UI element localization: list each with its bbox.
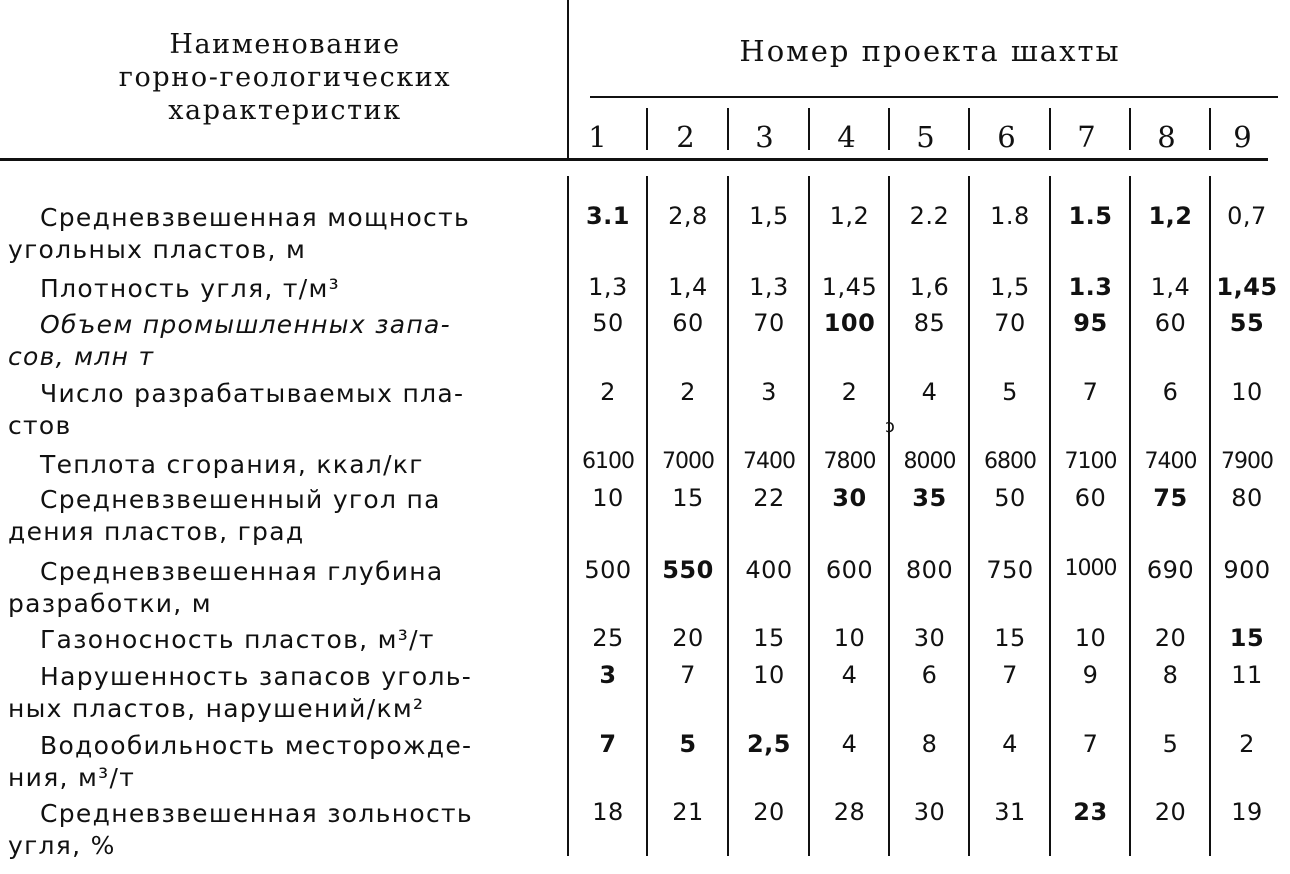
cell-row2-col1: 1,3: [588, 273, 628, 301]
cell-row10-col5: 8: [921, 730, 938, 758]
project-number-top-rule: [590, 96, 1278, 98]
project-number-5: 5: [916, 120, 936, 154]
cell-row5-col4: 7800: [823, 449, 876, 474]
cell-row11-col5: 30: [913, 798, 946, 826]
row-label-worked-seams: [8, 378, 538, 442]
cell-row1-col7: 1.5: [1068, 202, 1113, 230]
cell-row4-col8: 6: [1162, 378, 1179, 406]
cell-row10-col7: 7: [1082, 730, 1099, 758]
cell-row1-col1: 3.1: [585, 202, 630, 230]
cell-row3-col7: 95: [1073, 309, 1108, 337]
row-label-seam-gas-content: [8, 624, 538, 656]
cell-row3-col8: 60: [1154, 309, 1187, 337]
project-number-7: 7: [1077, 120, 1097, 154]
project-number-3: 3: [755, 120, 775, 154]
cell-row8-col7: 10: [1074, 624, 1107, 652]
cell-row2-col4: 1,45: [821, 273, 878, 301]
cell-row7-col8: 690: [1146, 556, 1195, 584]
cell-row7-col4: 600: [825, 556, 874, 584]
cell-row3-col5: 85: [913, 309, 946, 337]
cell-row3-col4: 100: [823, 309, 876, 337]
cell-row11-col4: 28: [833, 798, 866, 826]
body-column-divider: [567, 176, 569, 856]
cell-row4-col5: 4: [921, 378, 938, 406]
cell-row7-col7: 1000: [1064, 556, 1117, 581]
header-column-divider: [968, 108, 970, 150]
cell-row5-col5: 8000: [903, 449, 956, 474]
cell-row3-col6: 70: [994, 309, 1026, 337]
cell-row3-col3: 70: [753, 309, 785, 337]
cell-row8-col8: 20: [1154, 624, 1187, 652]
cell-row8-col4: 10: [833, 624, 866, 652]
row-label-mining-depth: [8, 556, 538, 620]
characteristics-title-line: горно-геологических: [118, 62, 452, 93]
cell-row4-col1: 2: [600, 378, 616, 406]
cell-row6-col4: 30: [832, 484, 867, 512]
cell-row6-col1: 10: [592, 484, 624, 512]
cell-row2-col6: 1,5: [990, 273, 1030, 301]
cell-row3-col2: 60: [672, 309, 704, 337]
row-label-reserve-disturbance: [8, 661, 538, 725]
row-label-line: Объем промышленных запа-: [40, 310, 451, 339]
row-label-line: Водообильность месторожде-: [40, 731, 473, 760]
cell-row7-col1: 500: [584, 556, 632, 584]
cell-row11-col1: 18: [592, 798, 624, 826]
cell-row11-col3: 20: [753, 798, 785, 826]
body-column-divider: [808, 176, 810, 856]
header-column-divider: [888, 108, 890, 150]
row-label-line: угольных пластов, м: [8, 235, 307, 264]
cell-row9-col4: 4: [841, 661, 858, 689]
cell-row2-col3: 1,3: [749, 273, 789, 301]
cell-row2-col9: 1,45: [1216, 273, 1278, 301]
cell-row5-col9: 7900: [1221, 449, 1273, 474]
cell-row10-col4: 4: [841, 730, 858, 758]
header-column-divider: [1049, 108, 1051, 150]
cell-row2-col7: 1.3: [1068, 273, 1113, 301]
header-column-divider: [1129, 108, 1131, 150]
project-number-2: 2: [676, 120, 696, 154]
project-number-4: 4: [837, 120, 857, 154]
header-bottom-rule: [0, 158, 1268, 161]
cell-row6-col9: 80: [1231, 484, 1263, 512]
project-number-8: 8: [1157, 120, 1177, 154]
cell-row10-col8: 5: [1162, 730, 1179, 758]
body-column-divider: [968, 176, 970, 856]
project-number-6: 6: [997, 120, 1017, 154]
row-label-line: разработки, м: [8, 589, 212, 618]
characteristics-title-line: Наименование: [169, 29, 401, 60]
cell-row7-col2: 550: [662, 556, 714, 584]
cell-row9-col5: 6: [921, 661, 938, 689]
header-column-divider: [727, 108, 729, 150]
cell-row6-col6: 50: [994, 484, 1026, 512]
cell-row4-col3: 3: [761, 378, 777, 406]
project-number-9: 9: [1233, 120, 1253, 154]
cell-row10-col3: 2,5: [746, 730, 791, 758]
header-column-divider: [646, 108, 648, 150]
cell-row10-col1: 7: [599, 730, 617, 758]
cell-row11-col8: 20: [1154, 798, 1187, 826]
row-label-industrial-reserves: [8, 309, 538, 373]
row-label-line: Газоносность пластов, м³/т: [40, 625, 435, 654]
body-column-divider: [1129, 176, 1131, 856]
row-label-coal-density: [8, 273, 538, 305]
row-label-line: ния, м³/т: [8, 763, 136, 792]
cell-row7-col6: 750: [986, 556, 1034, 584]
cell-row4-col7: 7: [1082, 378, 1099, 406]
cell-row10-col2: 5: [679, 730, 697, 758]
cell-row4-col2: 2: [680, 378, 696, 406]
row-label-line: Теплота сгорания, ккал/кг: [40, 450, 424, 479]
row-label-line: Число разрабатываемых пла-: [40, 379, 465, 408]
row-label-line: угля, %: [8, 831, 116, 860]
body-column-divider: [1209, 176, 1211, 856]
body-column-divider: [888, 176, 890, 856]
cell-row6-col7: 60: [1074, 484, 1107, 512]
cell-row5-col1: 6100: [582, 449, 634, 474]
cell-row8-col9: 15: [1229, 624, 1265, 652]
cell-row11-col9: 19: [1231, 798, 1263, 826]
cell-row4-col4: 2: [841, 378, 858, 406]
cell-row1-col8: 1,2: [1148, 202, 1193, 230]
cell-row1-col3: 1,5: [749, 202, 789, 230]
cell-row9-col7: 9: [1082, 661, 1099, 689]
cell-row3-col9: 55: [1229, 309, 1265, 337]
row-label-seam-dip-angle: [8, 484, 538, 548]
cell-row8-col6: 15: [994, 624, 1026, 652]
small-printed-mark: ↄ: [885, 416, 895, 437]
cell-row1-col9: 0,7: [1227, 202, 1267, 230]
cell-row10-col9: 2: [1239, 730, 1255, 758]
cell-row6-col2: 15: [672, 484, 704, 512]
row-label-line: Плотность угля, т/м³: [40, 274, 340, 303]
cell-row5-col8: 7400: [1144, 449, 1197, 474]
cell-row5-col6: 6800: [984, 449, 1036, 474]
cell-row4-col6: 5: [1002, 378, 1018, 406]
cell-row5-col3: 7400: [743, 449, 795, 474]
cell-row9-col3: 10: [753, 661, 785, 689]
cell-row1-col5: 2.2: [909, 202, 950, 230]
cell-row6-col5: 35: [912, 484, 947, 512]
row-label-line: ных пластов, нарушений/км²: [8, 694, 425, 723]
cell-row2-col5: 1,6: [909, 273, 950, 301]
header-column-divider: [808, 108, 810, 150]
cell-row6-col3: 22: [753, 484, 785, 512]
row-label-line: дения пластов, град: [8, 517, 305, 546]
header-column-divider: [1209, 108, 1211, 150]
cell-row8-col5: 30: [913, 624, 946, 652]
cell-row6-col8: 75: [1153, 484, 1188, 512]
cell-row3-col1: 50: [592, 309, 624, 337]
cell-row5-col2: 7000: [662, 449, 714, 474]
cell-row8-col2: 20: [672, 624, 704, 652]
row-label-line: Средневзвешенная мощность: [40, 203, 470, 232]
cell-row9-col1: 3: [599, 661, 617, 689]
cell-row2-col8: 1,4: [1150, 273, 1191, 301]
cell-row11-col2: 21: [672, 798, 704, 826]
characteristics-column-title: [70, 28, 500, 127]
characteristics-title-line: характеристик: [168, 95, 402, 126]
cell-row7-col5: 800: [905, 556, 954, 584]
cell-row10-col6: 4: [1002, 730, 1018, 758]
cell-row5-col7: 7100: [1064, 449, 1117, 474]
cell-row11-col7: 23: [1073, 798, 1108, 826]
body-column-divider: [727, 176, 729, 856]
cell-row1-col2: 2,8: [668, 202, 708, 230]
cell-row1-col6: 1.8: [990, 202, 1030, 230]
row-label-line: Нарушенность запасов уголь-: [40, 662, 473, 691]
cell-row2-col2: 1,4: [668, 273, 708, 301]
cell-row7-col9: 900: [1223, 556, 1271, 584]
cell-row9-col9: 11: [1231, 661, 1263, 689]
row-label-water-abundance: [8, 730, 538, 794]
project-number-1: 1: [588, 120, 608, 154]
cell-row8-col1: 25: [592, 624, 624, 652]
cell-row11-col6: 31: [994, 798, 1026, 826]
row-label-average-seam-thickness: [8, 202, 538, 266]
cell-row9-col2: 7: [680, 661, 696, 689]
body-column-divider: [646, 176, 648, 856]
row-label-line: стов: [8, 411, 72, 440]
cell-row4-col9: 10: [1231, 378, 1263, 406]
cell-row1-col4: 1,2: [829, 202, 870, 230]
cell-row8-col3: 15: [753, 624, 785, 652]
row-label-combustion-heat: [8, 449, 538, 481]
row-label-line: Средневзвешенная зольность: [40, 799, 473, 828]
cell-row7-col3: 400: [745, 556, 793, 584]
row-label-line: сов, млн т: [8, 342, 155, 371]
cell-row9-col6: 7: [1002, 661, 1018, 689]
project-number-title: Номер проекта шахты: [739, 34, 1121, 68]
row-label-average-ash-content: [8, 798, 538, 862]
row-label-line: Средневзвешенный угол па: [40, 485, 441, 514]
row-label-line: Средневзвешенная глубина: [40, 557, 444, 586]
cell-row9-col8: 8: [1162, 661, 1179, 689]
body-column-divider: [1049, 176, 1051, 856]
